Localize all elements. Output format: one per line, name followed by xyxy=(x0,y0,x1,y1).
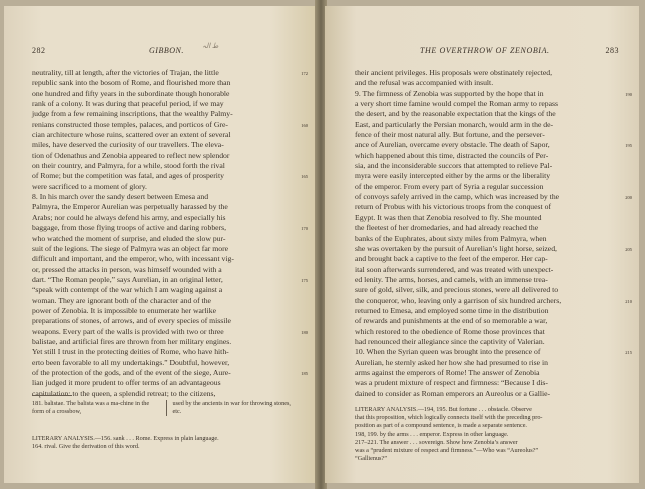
text-line-content: capitulation: to the queen, a splendid retreat; to the citizens, xyxy=(32,388,216,398)
right-running-head: THE OVERTHROW OF ZENOBIA. xyxy=(420,46,550,55)
text-line-content: myra were easily intercepted either by the arms or the liberality xyxy=(355,171,551,181)
text-line xyxy=(355,337,617,347)
text-line-content: return of Probus with his victorious troops from the conquest of xyxy=(355,202,552,212)
text-line-content: Arabs; nor could he always defend his army, and especially his xyxy=(32,212,226,222)
text-line xyxy=(355,202,617,212)
text-line-content: preparations of stones, of arrows, and of every species of missile xyxy=(32,316,231,326)
literary-analysis-line: was a “prudent mixture of respect and firmness.”—Who was “Aureolus?” xyxy=(355,447,539,455)
line-number-marker: 210 xyxy=(625,298,632,304)
text-line-content: of the emperor. From every part of Syria a regular succession xyxy=(355,181,544,191)
text-line-content: neutrality, till at length, after the victories of Trajan, the little xyxy=(32,68,219,77)
text-line xyxy=(355,295,632,306)
text-line xyxy=(32,119,308,130)
text-line xyxy=(355,213,617,223)
text-line xyxy=(32,192,294,202)
text-line xyxy=(355,68,617,78)
text-line xyxy=(32,347,294,357)
footnote-right-column: used by the ancients in war for throwing stones, etc. xyxy=(172,400,291,415)
text-line xyxy=(355,327,617,337)
text-line-content: had renounced their allegiance since the captivity of Valerian. xyxy=(355,336,545,346)
text-line xyxy=(355,109,617,119)
text-line-content: judge from a few remaining inscriptions, that the wealthy Palmy- xyxy=(32,109,233,119)
text-line-content: the desert, and by the reasonable expectation that the kings of the xyxy=(355,109,556,119)
text-line xyxy=(355,234,617,244)
text-line xyxy=(355,306,617,316)
text-line-content: miles, have deserved the curiosity of our travellers. The eleva- xyxy=(32,140,224,150)
literary-analysis-line: that this proposition, which logically connects itself with the preceding pro- xyxy=(355,414,543,422)
text-line xyxy=(355,88,632,99)
text-line xyxy=(32,234,294,244)
text-line-content: suit of the legions. The siege of Palmyra was an object far more xyxy=(32,243,229,253)
text-line xyxy=(355,275,617,285)
text-line-content: rank of a colony. It was during that peaceful period, if we may xyxy=(32,99,224,109)
text-line-content: ital soon afterwards surrendered, and was treated with unexpect- xyxy=(355,264,554,274)
text-line xyxy=(355,285,617,295)
line-number-marker: 190 xyxy=(625,91,632,97)
text-line-content: who watched the moment of surprise, and eluded the slow pur- xyxy=(32,233,226,243)
text-line xyxy=(32,244,294,254)
text-line-content: of Rome; but the competition was fatal, and ages of prosperity xyxy=(32,171,224,181)
text-line xyxy=(32,89,294,99)
text-line-content: baggage, from those flying troops of active and daring robbers, xyxy=(32,223,227,233)
text-line-content: the fleetest of her dromedaries, and had already reached the xyxy=(355,223,539,233)
text-line xyxy=(355,265,617,275)
line-number-marker: 170 xyxy=(301,226,308,232)
line-number-marker: 200 xyxy=(625,195,632,201)
text-line-content: Egypt. It was then that Zenobia resolved to fly. She mounted xyxy=(355,212,542,222)
text-line xyxy=(32,78,294,88)
text-line-content: their ancient privileges. His proposals were obstinately rejected, xyxy=(355,68,553,77)
text-line xyxy=(32,296,294,306)
text-line-content: was a prudent mixture of respect and firmness: “Because I dis- xyxy=(355,378,548,388)
text-line-content: 10. When the Syrian queen was brought into the presence of xyxy=(355,347,541,357)
text-line xyxy=(32,285,294,295)
text-line xyxy=(355,192,632,202)
line-number-marker: 165 xyxy=(301,174,308,180)
text-line xyxy=(32,223,308,233)
text-line-content: dart. “The Roman people,” says Aurelian, in an original letter, xyxy=(32,274,223,284)
line-number-marker: 195 xyxy=(625,143,632,149)
text-line xyxy=(355,389,617,399)
text-line-content: Palmyra, the Emperor Aurelian was perpetually harassed by the xyxy=(32,202,228,212)
text-line-content: fence of their most natural ally. But fortune, and the persever- xyxy=(355,130,545,140)
text-line xyxy=(355,378,617,388)
text-line xyxy=(355,140,632,150)
text-line xyxy=(355,99,617,109)
literary-analysis-line: position as part of a compound sentence, is made a separate sentence. xyxy=(355,422,527,430)
text-line xyxy=(32,306,294,316)
text-line xyxy=(32,130,294,140)
text-line xyxy=(355,316,617,326)
text-line-content: Aurelian, he sternly asked her how she had presumed to rise in xyxy=(355,357,548,367)
left-running-head: GIBBON. xyxy=(149,46,184,55)
text-line-content: returned to Emesa, and employed some time in the distribution xyxy=(355,305,549,315)
text-line-content: of convoys safely arrived in the camp, which was increased by the xyxy=(355,192,560,202)
line-number-marker: 215 xyxy=(625,350,632,356)
literary-analysis-line: LITERARY ANALYSIS.—156. sank . . . Rome. Express in plain language. xyxy=(32,435,219,442)
text-line-content: of the protection of the gods, and of the event of the siege, Aure- xyxy=(32,367,231,377)
line-number-marker: 205 xyxy=(625,246,632,252)
text-line xyxy=(32,213,294,223)
text-line xyxy=(32,254,294,264)
text-line-content: tion of Odenathus and Zenobia appeared to reflect new splendor xyxy=(32,150,230,160)
text-line xyxy=(32,389,294,399)
text-line xyxy=(355,243,632,254)
text-line-content: erto been favorable to all my undertakings.” Doubtful, however, xyxy=(32,357,230,367)
text-line-content: on their country, and Palmyra, for a while, stood forth the rival xyxy=(32,161,225,171)
text-line-content: “speak with contempt of the war which I am waging against a xyxy=(32,285,223,295)
left-page xyxy=(4,6,317,483)
text-line-content: the conqueror, who, leaving only a garrison of six hundred archers, xyxy=(355,295,562,305)
text-line-content: ance of Aurelian, overcame every obstacle. The death of Sapor, xyxy=(355,140,550,150)
text-line xyxy=(32,171,308,181)
left-page-number: 282 xyxy=(32,46,46,55)
text-line xyxy=(32,161,294,171)
text-line-content: which happened about this time, distracted the councils of Per- xyxy=(355,150,549,160)
text-line xyxy=(32,182,294,192)
text-line-content: and brought back a captive to the feet of the emperor. Her cap- xyxy=(355,254,548,264)
literary-analysis-line: LITERARY ANALYSIS.—194, 195. But fortune . . . obstacle. Observe xyxy=(355,406,532,413)
text-line xyxy=(355,151,617,161)
text-line xyxy=(32,68,308,78)
text-line-content: sure of gold, silver, silk, and precious stones, were all delivered to xyxy=(355,285,559,295)
text-line-content: or, pressed the attacks in person, was himself wounded with a xyxy=(32,264,222,274)
left-body-text xyxy=(32,68,308,399)
text-line-content: and the refusal was accompanied with insult. xyxy=(355,78,494,88)
text-line xyxy=(355,78,617,88)
text-line-content: East, and particularly the Persian monarch, would arm in the de- xyxy=(355,119,554,129)
right-literary-analysis xyxy=(355,406,617,463)
pencil-annotation: ط الہ xyxy=(202,42,219,50)
text-line xyxy=(32,109,294,119)
literary-analysis-line: 164. rival. Give the derivation of this word. xyxy=(32,443,140,451)
footnote-left-column: 181. balistae. The balista was a ma-chine in the form of a crossbow, xyxy=(32,400,167,416)
text-line xyxy=(32,337,294,347)
text-line-content: she was overtaken by the pursuit of Aurelian’s light horse, seized, xyxy=(355,243,557,253)
right-page xyxy=(325,6,639,483)
text-line-content: dained to consider as Roman emperors an Aureolus or a Gallie- xyxy=(355,388,551,398)
left-literary-analysis xyxy=(32,435,297,451)
text-line xyxy=(32,202,294,212)
text-line-content: banks of the Euphrates, about sixty miles from Palmyra, when xyxy=(355,233,547,243)
text-line-content: one hundred and fifty years in the subordinate though honorable xyxy=(32,88,230,98)
text-line-content: balistae, and artificial fires are thrown from her military engines. xyxy=(32,336,232,346)
text-line xyxy=(32,316,294,326)
text-line-content: of rewards and punishments at the end of so memorable a war, xyxy=(355,316,548,326)
right-body-text xyxy=(355,68,632,399)
text-line-content: cian architecture whose ruins, scattered over an extent of several xyxy=(32,130,231,140)
right-page-number: 283 xyxy=(605,46,619,55)
text-line-content: weapons. Every part of the walls is provided with two or three xyxy=(32,326,224,336)
text-line-content: were sacrificed to a moment of glory. xyxy=(32,181,147,191)
text-line xyxy=(32,140,294,150)
text-line xyxy=(355,130,617,140)
line-number-marker: 180 xyxy=(301,329,308,335)
footnote xyxy=(32,400,297,416)
text-line xyxy=(32,274,308,285)
literary-analysis-line: 198, 199. by the arms . . . emperor. Express in other language. xyxy=(355,430,509,438)
text-line-content: woman. They are ignorant both of the character and of the xyxy=(32,295,211,305)
footnote-rule xyxy=(32,395,72,396)
literary-analysis-line: 217–221. The answer . . . sovereign. Show how Zenobia’s answer xyxy=(355,438,518,446)
text-line xyxy=(355,182,617,192)
literary-analysis-line: “Gallienus?” xyxy=(355,455,387,463)
text-line-content: a very short time famine would compel the Roman army to repass xyxy=(355,99,559,109)
text-line-content: Yet still I trust in the protecting deities of Rome, who have hith- xyxy=(32,347,229,357)
text-line-content: difficult and important, and the emperor, who, with incessant vig- xyxy=(32,254,234,264)
text-line-content: lian judged it more prudent to offer terms of an advantageous xyxy=(32,378,221,388)
text-line-content: sia, and the inconsiderable succors that attempted to relieve Pal- xyxy=(355,161,553,171)
text-line xyxy=(32,151,294,161)
text-line xyxy=(355,161,617,171)
text-line-content: arms against the emperors of Rome! The answer of Zenobia xyxy=(355,367,540,377)
text-line-content: power of Zenobia. It is impossible to enumerate her warlike xyxy=(32,305,217,315)
text-line-content: which restored to the obedience of Rome those provinces that xyxy=(355,326,545,336)
text-line xyxy=(32,326,308,337)
text-line-content: 9. The firmness of Zenobia was supported by the hope that in xyxy=(355,88,544,98)
text-line xyxy=(355,223,617,233)
text-line xyxy=(355,120,617,130)
line-number-marker: 160 xyxy=(301,122,308,128)
text-line xyxy=(355,254,617,264)
text-line xyxy=(32,99,294,109)
text-line xyxy=(32,358,294,368)
text-line-content: 8. In his march over the sandy desert between Emesa and xyxy=(32,192,209,202)
text-line-content: renians constructed those temples, palaces, and porticos of Gre- xyxy=(32,119,228,129)
text-line xyxy=(355,171,617,181)
text-line xyxy=(32,265,294,275)
line-number-marker: 185 xyxy=(301,370,308,376)
text-line xyxy=(355,347,632,357)
text-line-content: republic sank into the bosom of Rome, and flourished more than xyxy=(32,78,231,88)
text-line xyxy=(32,367,308,378)
text-line-content: ed lenity. The arms, horses, and camels, with an immense trea- xyxy=(355,274,548,284)
text-line xyxy=(32,378,294,388)
line-number-marker: 172 xyxy=(301,71,308,76)
text-line xyxy=(355,358,617,368)
line-number-marker: 175 xyxy=(301,277,308,283)
text-line xyxy=(355,368,617,378)
